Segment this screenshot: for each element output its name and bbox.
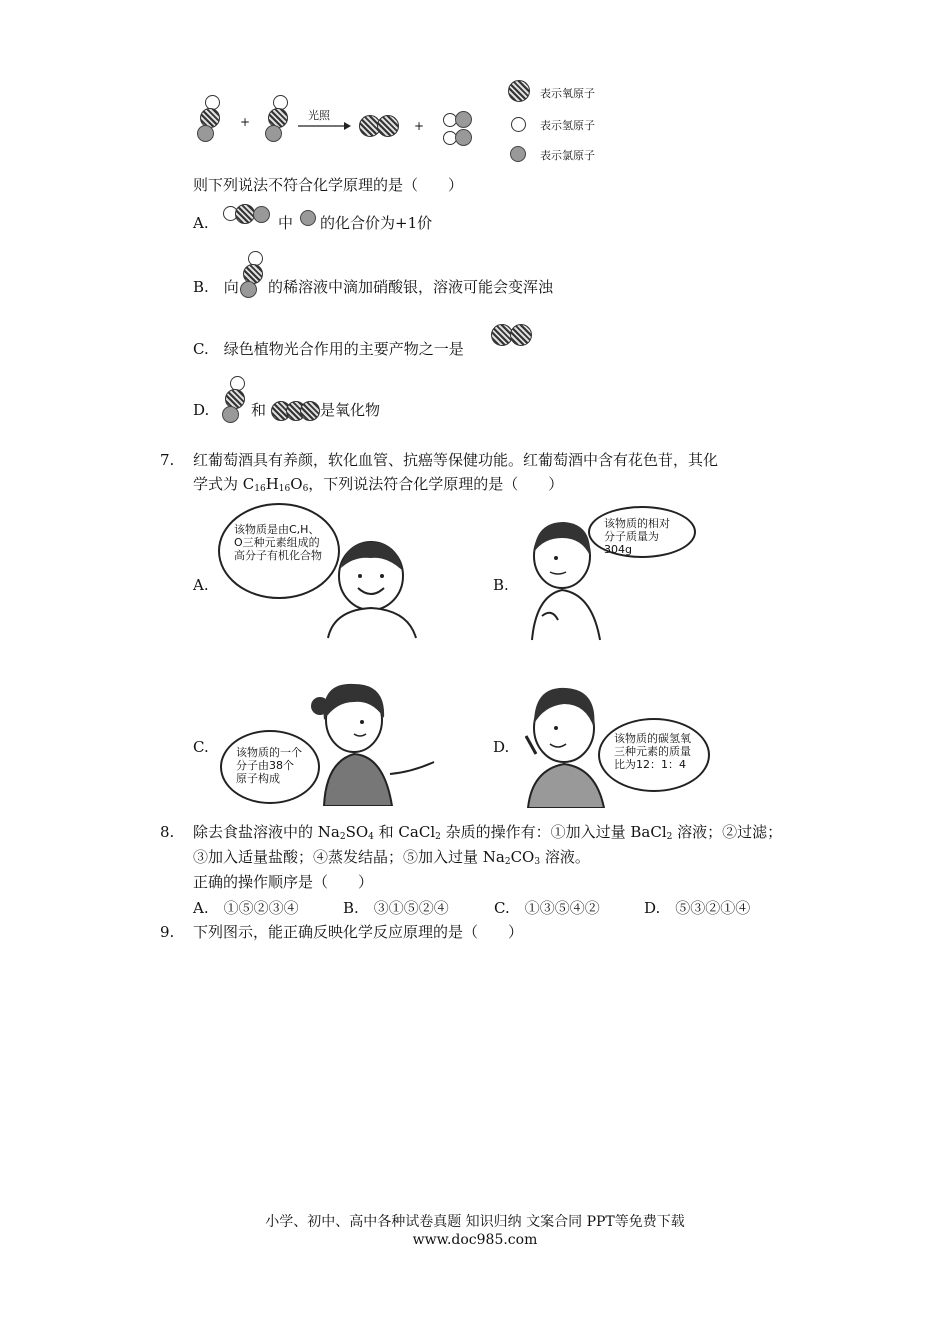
- q9-stem: 下列图示，能正确反映化学反应原理的是（ ）: [193, 923, 524, 941]
- subscript: 2: [504, 857, 511, 867]
- subscript: 16: [254, 484, 266, 494]
- subscript: 4: [368, 832, 374, 842]
- q7-option-c-label: C.: [193, 738, 209, 756]
- subscript: 16: [278, 484, 291, 494]
- text: H: [265, 475, 279, 493]
- hydrogen-legend-swatch: [511, 117, 526, 132]
- q8-line3: 正确的操作顺序是（ ）: [193, 873, 374, 891]
- q8-option-a: A. ①⑤②③④: [193, 899, 299, 917]
- chlorine-atom: [455, 111, 472, 128]
- chlorine-atom: [240, 281, 257, 298]
- arrow-right-icon: [296, 120, 352, 132]
- text: ，下列说法符合化学原理的是（ ）: [308, 475, 564, 493]
- speech-bubble: 该物质的相对分子质量为304g: [588, 506, 696, 558]
- option-text: 和: [251, 401, 267, 419]
- option-label: A.: [193, 214, 209, 232]
- oxygen-legend-swatch: [508, 80, 530, 102]
- speech-bubble: 该物质的一个分子由38个原子构成: [220, 730, 320, 804]
- q6-stem: 则下列说法不符合化学原理的是（ ）: [193, 176, 464, 194]
- oxygen-atom: [235, 204, 255, 224]
- subscript: 3: [534, 857, 541, 867]
- q7-number: 7.: [160, 451, 175, 469]
- chlorine-atom: [197, 125, 214, 142]
- text: 除去食盐溶液中的 Na: [193, 823, 340, 841]
- girl-illustration: [302, 676, 442, 806]
- q8-option-b: B. ③①⑤②④: [343, 899, 449, 917]
- option-text: 是氧化物: [320, 401, 381, 419]
- text: 和 CaCl: [373, 823, 436, 841]
- boy-illustration: [520, 684, 610, 808]
- legend-oxygen-label: 表示氧原子: [540, 87, 595, 100]
- text: 学式为 C: [193, 475, 255, 493]
- chlorine-atom: [265, 125, 282, 142]
- legend-hydrogen-label: 表示氢原子: [540, 119, 595, 132]
- subscript: 2: [339, 832, 346, 842]
- subscript: 2: [435, 832, 441, 842]
- option-label: B. 向: [193, 278, 239, 296]
- chlorine-atom: [253, 206, 270, 223]
- text: CO: [510, 848, 535, 866]
- text: 溶液。: [540, 848, 590, 866]
- text: 杂质的操作有：①加入过量 BaCl: [440, 823, 667, 841]
- footer-line2: www.doc985.com: [412, 1232, 538, 1248]
- q8-option-c: C. ①③⑤④②: [494, 899, 600, 917]
- option-label: D.: [193, 401, 210, 419]
- q7-line2: [193, 472, 563, 501]
- footer-line1: 小学、初中、高中各种试卷真题 知识归纳 文案合同 PPT等免费下载: [265, 1214, 685, 1230]
- legend-chlorine-label: 表示氯原子: [540, 149, 595, 162]
- arrow-label: 光照: [308, 109, 330, 122]
- option-text: 中: [278, 214, 294, 232]
- text: ③加入适量盐酸；④蒸发结晶；⑤加入过量 Na: [193, 848, 505, 866]
- chlorine-atom: [222, 406, 239, 423]
- plus-sign: +: [240, 115, 251, 129]
- oxygen-atom: [377, 115, 399, 137]
- option-text: 的稀溶液中滴加硝酸银，溶液可能会变浑浊: [268, 278, 554, 296]
- plus-sign: +: [414, 119, 425, 133]
- q8-number: 8.: [160, 823, 175, 841]
- option-text: 的化合价为+1价: [320, 214, 433, 232]
- speech-bubble: 该物质的碳氢氧三种元素的质量比为12：1：4: [598, 718, 710, 792]
- chlorine-atom: [300, 210, 316, 226]
- oxygen-atom: [300, 401, 320, 421]
- text: O: [290, 475, 303, 493]
- q9-number: 9.: [160, 923, 175, 941]
- q7-option-d-label: D.: [493, 738, 510, 756]
- text: 溶液；②过滤；: [672, 823, 783, 841]
- q7-option-a-label: A.: [193, 576, 209, 594]
- subscript: 6: [302, 484, 309, 494]
- oxygen-atom: [510, 324, 532, 346]
- speech-bubble: 该物质是由C,H、O三种元素组成的高分子有机化合物: [218, 503, 340, 599]
- q7-line1: 红葡萄酒具有养颜，软化血管、抗癌等保健功能。红葡萄酒中含有花色苷，其化: [193, 451, 719, 469]
- text: SO: [345, 823, 369, 841]
- q8-option-d: D. ⑤③②①④: [644, 899, 751, 917]
- subscript: 2: [666, 832, 673, 842]
- chlorine-legend-swatch: [510, 146, 526, 162]
- boy-illustration: [316, 538, 431, 640]
- chlorine-atom: [455, 129, 472, 146]
- option-label: C. 绿色植物光合作用的主要产物之一是: [193, 340, 464, 358]
- q7-option-b-label: B.: [493, 576, 509, 594]
